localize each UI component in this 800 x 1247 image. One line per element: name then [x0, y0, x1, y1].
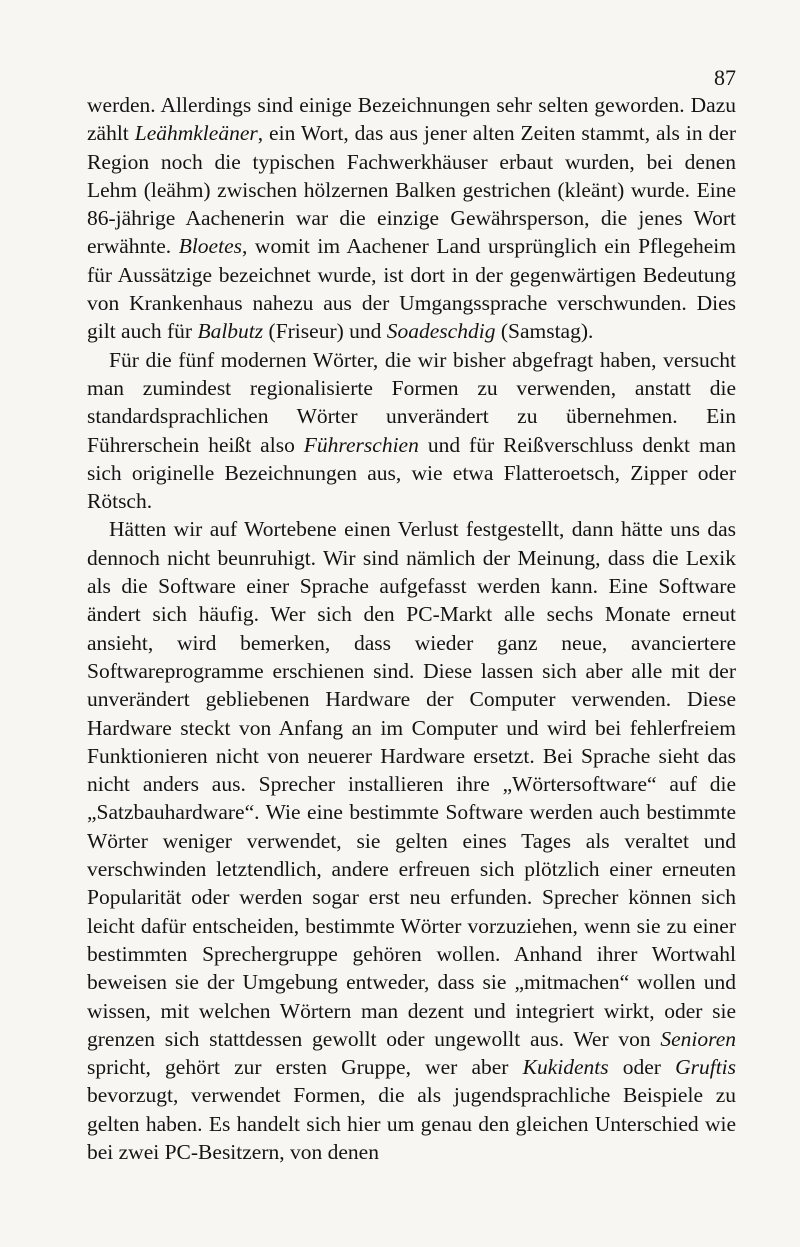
text-run: , ein Wort, das aus jener alten Zeiten stammt, als in der Region noch die typischen Fachwerkhäuser erbaut wurden, bei denen Lehm (leähm) zwischen hölzernen Balken gestrichen (kleänt) wurde. Eine 86-jährige Aachenerin war die einzige Gewährsperson, die jenes Wort erwähnte. — [87, 121, 736, 259]
paragraph-1 — [87, 91, 736, 346]
text-run: bevorzugt, verwendet Formen, die als jugendsprachliche Beispiele zu gelten haben. Es handelt sich hier um genau den gleichen Unterschied wie bei zwei PC-Besitzern, von denen — [87, 1083, 736, 1164]
italic-term: Kukidents — [522, 1055, 609, 1080]
text-run: , womit im Aachener Land ursprünglich ein Pflegeheim für Aussätzige bezeichnet wurde, ist dort in der gegenwärtigen Bedeutung von Krankenhaus nahezu aus der Umgangssprache verschwunden. Dies gilt auch für — [87, 234, 736, 344]
text-run: Hätten wir auf Wortebene einen Verlust festgestellt, dann hätte uns das dennoch nicht beunruhigt. Wir sind nämlich der Meinung, dass die Lexik als die Software einer Sprache aufgefasst werden kann. Eine Software ändert sich häufig. Wer sich den PC-Markt alle sechs Monate erneut ansieht, wird bemerken, dass wieder ganz neue, avanciertere Softwareprogramme erschienen sind. Diese lassen sich aber alle mit der unverändert gebliebenen Hardware der Computer verwenden. Diese Hardware steckt von Anfang an im Computer und wird bei fehlerfreiem Funktionieren nicht von neuerer Hardware ersetzt. Bei Sprache sieht das nicht anders aus. Sprecher installieren ihre „Wörtersoftware“ auf die „Satzbauhardware“. Wie eine bestimmte Software werden auch bestimmte Wörter weniger verwendet, sie gelten eines Tages als veraltet und verschwinden letztendlich, andere erfreuen sich plötzlich einer erneuten Popularität oder werden sogar erst neu erfunden. Sprecher können sich leicht dafür entscheiden, bestimmte Wörter vorzuziehen, wenn sie zu einer bestimmten Sprechergruppe gehören wollen. Anhand ihrer Wortwahl beweisen sie der Umgebung entweder, dass sie „mitmachen“ wollen und wissen, mit welchen Wörtern man dezent und integriert wirkt, oder sie grenzen sich stattdessen gewollt oder ungewollt aus. Wer von — [87, 517, 736, 1051]
paragraph-3 — [87, 515, 736, 1166]
text-run: und für Reißverschluss denkt man sich originelle Bezeichnungen aus, wie etwa Flatteroetsch, Zipper oder Rötsch. — [87, 432, 736, 514]
text-run: Für die fünf modernen Wörter, die wir bisher abgefragt haben, versucht man zumindest regionalisierte Formen zu verwenden, anstatt die standardsprachlichen Wörter unverändert zu übernehmen. Ein Führerschein heißt also — [87, 347, 736, 457]
text-run: spricht, gehört zur ersten Gruppe, wer aber — [87, 1055, 523, 1080]
text-run: oder — [608, 1055, 676, 1080]
paragraph-2 — [87, 346, 736, 516]
italic-term: Soadeschdig — [386, 319, 496, 344]
body-text — [87, 91, 736, 1166]
italic-term: Senioren — [660, 1026, 736, 1051]
italic-term: Balbutz — [197, 319, 264, 344]
text-run: (Friseur) und — [263, 319, 387, 344]
page-number: 87 — [714, 65, 736, 90]
italic-term: Bloetes — [178, 234, 242, 259]
italic-term: Leähmkleäner — [134, 121, 258, 146]
text-run: (Samstag). — [495, 319, 594, 344]
italic-term: Führerschien — [303, 432, 419, 457]
italic-term: Gruftis — [675, 1055, 737, 1080]
text-run: werden. Allerdings sind einige Bezeichnungen sehr selten geworden. Dazu zählt — [87, 93, 736, 146]
